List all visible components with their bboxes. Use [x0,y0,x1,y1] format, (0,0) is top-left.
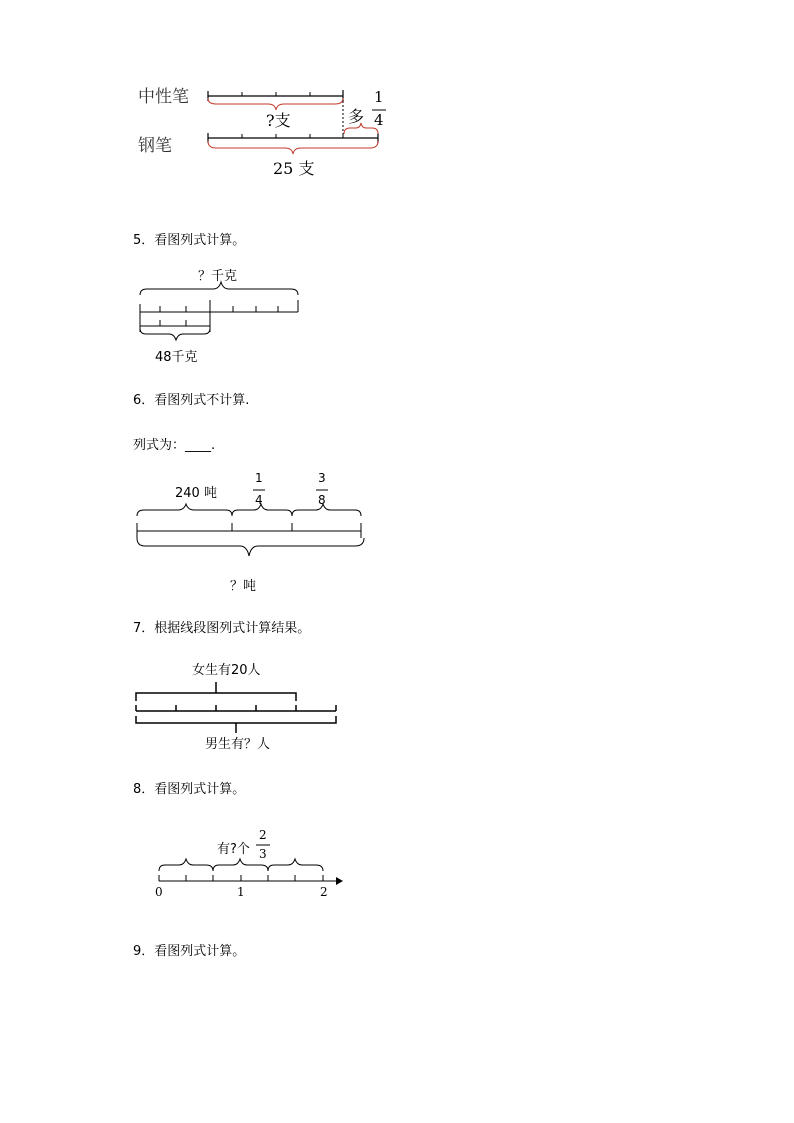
problem8-tick-0: 0 [155,885,163,899]
problem5-diagram [135,262,305,372]
problem6-seg2-denominator: 4 [255,493,263,507]
problem8-brace-3 [268,859,323,871]
problem7-boys-brace [136,716,336,723]
problem6-brace-3 [292,504,361,516]
problem6-seg2-numerator: 1 [255,471,263,485]
problem6-figure [130,468,380,598]
problem5-title: 5．看图列式计算。 [133,233,246,248]
problem8-fraction-numerator: 2 [259,828,267,842]
problem9-title: 9．看图列式计算。 [133,944,246,959]
problem5-top-brace [140,282,298,295]
problem6-total-label: ？吨 [230,579,257,594]
pen-unknown-label: ?支 [266,111,291,130]
problem7-girls-brace [136,693,296,701]
problem8-brace-1 [159,859,213,871]
problem6-title: 6．看图列式不计算. [133,393,250,408]
problem4-figure [130,78,400,188]
problem8-fraction-denominator: 3 [259,847,267,861]
more-fraction-numerator: 1 [374,88,384,106]
problem8-tick-2: 2 [320,885,328,899]
problem8-tick-1: 1 [237,885,245,899]
problem7-figure [130,655,350,755]
problem6-seg3-numerator: 3 [318,471,326,485]
problem8-diagram [150,825,350,900]
problem5-bottom-label: 48千克 [155,350,198,365]
problem8-title: 8．看图列式计算。 [133,782,246,797]
problem8-count-label: 有?个 [217,842,250,857]
problem8-arrow [336,877,343,885]
brush-total-label: 25 支 [273,159,315,178]
brush-brace [208,141,378,154]
problem5-top-label: ？千克 [198,269,238,284]
extra-brace [344,123,378,134]
problem7-diagram [130,655,350,755]
problem7-girls-label: 女生有20人 [192,663,261,678]
brush-label: 钢笔 [138,136,172,156]
problem6-brace-1 [137,504,232,516]
problem8-brace-2 [213,859,268,871]
problem6-diagram [130,468,380,598]
more-label: 多 [348,107,365,126]
pen-brace [208,98,343,110]
problem6-formula: 列式为：____. [133,438,216,453]
pen-label: 中性笔 [138,87,189,107]
problem7-title: 7．根据线段图列式计算结果。 [133,621,311,636]
problem6-seg1-label: 240 吨 [175,486,217,501]
problem5-bottom-brace [140,328,210,340]
problem6-total-brace [137,538,364,556]
more-fraction-denominator: 4 [374,111,384,129]
problem7-boys-label: 男生有？人 [205,737,271,752]
problem8-figure [150,825,350,900]
problem6-seg3-denominator: 8 [318,493,326,507]
problem5-figure [135,262,305,372]
problem4-diagram [130,78,400,188]
problem6-brace-2 [232,504,292,516]
